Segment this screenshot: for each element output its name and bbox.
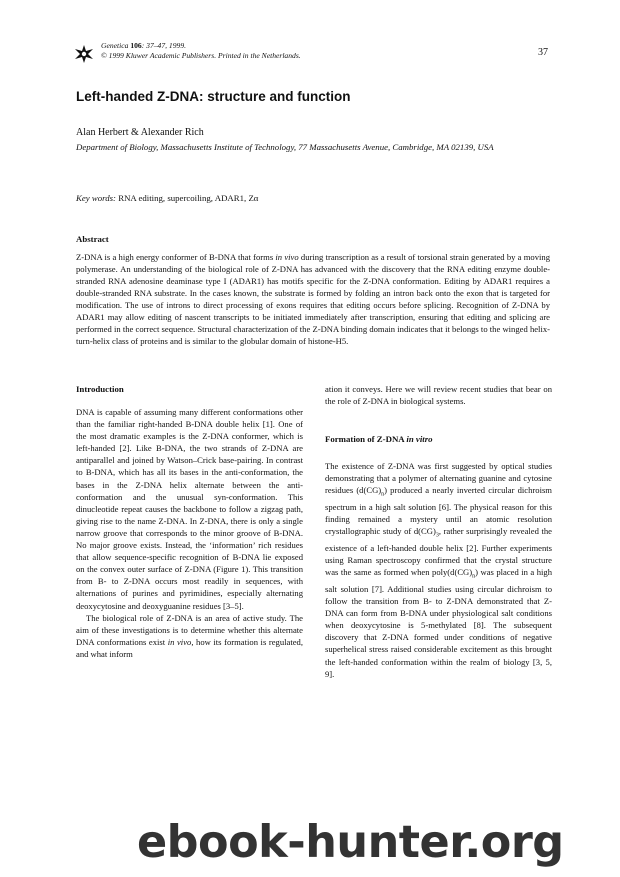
watermark: ebook-hunter.org [137,817,564,868]
authors: Alan Herbert & Alexander Rich [76,127,204,138]
copyright-line: © 1999 Kluwer Academic Publishers. Printed in the Netherlands. [101,51,301,60]
journal-citation [101,41,301,61]
publisher-logo-icon [74,44,94,64]
intro-paragraph-2: The biological role of Z-DNA is an area of active study. The aim of these investigations is to determine whether this alternate DNA conformations exist in vivo, how its formation is regulated, and what inform [76,612,303,659]
journal-name: Genetica [101,41,129,50]
keywords [76,193,258,203]
intro-paragraph-1: DNA is capable of assuming many different conformations other than the familiar right-handed B-DNA double helix [1]. One of the most dramatic examples is the Z-DNA conformer, which is left-handed [2]. Like B-DNA, the two strands of Z-DNA are antiparallel and joined by Watson–Crick base-pairing. In contrast to B-DNA, which has all its bases in the anti-conformation, the bases in the Z-DNA helix alternate between the anti-conformation and the unusual syn-conformation. This dinucleotide repeat causes the backbone to follow a zigzag path, giving rise to the name Z-DNA. In Z-DNA, there is only a single narrow groove that corresponds to the minor groove of B-DNA. No major groove exists. Instead, the ‘information’ rich residues that allow sequence-specific recognition of B-DNA lie exposed on the convex outer surface of Z-DNA (Figure 1). This transition from B- to Z-DNA occurs most readily in sequences, with alternations of purines and pyrimidines, especially alternating deoxycytosine and deoxyguanine residues [3–5]. [76,407,303,611]
article-title: Left-handed Z-DNA: structure and function [76,89,351,104]
page-number: 37 [538,47,548,58]
formation-heading: Formation of Z-DNA in vitro [325,434,433,444]
keywords-list: RNA editing, supercoiling, ADAR1, Zα [116,193,259,203]
keywords-label: Key words: [76,193,116,203]
introduction-continued: ation it conveys. Here we will review recent studies that bear on the role of Z-DNA in biological systems. [325,384,552,407]
abstract-text: Z-DNA is a high energy conformer of B-DNA that forms in vivo during transcription as a result of torsional strain generated by a moving polymerase. An understanding of the biological role of Z-DNA has advanced with the discovery that the RNA editing enzyme double-stranded RNA adenosine deaminase type I (ADAR1) has motifs specific for the Z-DNA conformation. Editing by ADAR1 requires a double-stranded RNA substrate. In the cases known, the substrate is formed by folding an intron back onto the exon that is targeted for modification. The use of introns to direct processing of exons requires that editing occurs before splicing. Recognition of Z-DNA by ADAR1 may allow editing of nascent transcripts to be initiated immediately after transcription, ensuring that editing and splicing are performed in the correct sequence. Structural characterization of the Z-DNA binding domain indicates that it belongs to the winged helix-turn-helix class of proteins and is similar to the globular domain of histone-H5. [76,252,550,346]
formation-body: The existence of Z-DNA was first suggested by optical studies demonstrating that a polymer of alternating guanine and cytosine residues $(d(CG)_n)$ produced a nearly inverted circular dichroism spectrum in a high salt solution [6]. The physical reason for this finding remained a mystery until an atomic resolution crystallographic study of $d(CG)_3$, rather surprisingly revealed the existence of a left-handed double helix [2]. Further experiments using Raman spectroscopy confirmed that the crystal structure was the same as formed when $poly(d(CG)_n)$ was placed in a high salt solution [7]. Additional studies using circular dichroism to follow the transition from B- to Z-DNA demonstrated that Z-DNA can form from B-DNA under physiological salt conditions when deoxycytosine is 5-methylated [8]. The subsequent discovery that Z-DNA formed under conditions of negative superhelical stress raised considerable excitement as this brought the left-handed conformation within the realm of biology [3, 5, 9]. [325,461,553,679]
introduction-body [76,406,303,660]
abstract-heading: Abstract [76,234,109,244]
affiliation: Department of Biology, Massachusetts Institute of Technology, 77 Massachusetts Avenue, Cambridge, MA 02139, USA [76,142,494,152]
journal-pages: : 37–47, 1999. [141,41,187,50]
introduction-heading: Introduction [76,384,124,394]
journal-volume: 106 [130,41,142,50]
